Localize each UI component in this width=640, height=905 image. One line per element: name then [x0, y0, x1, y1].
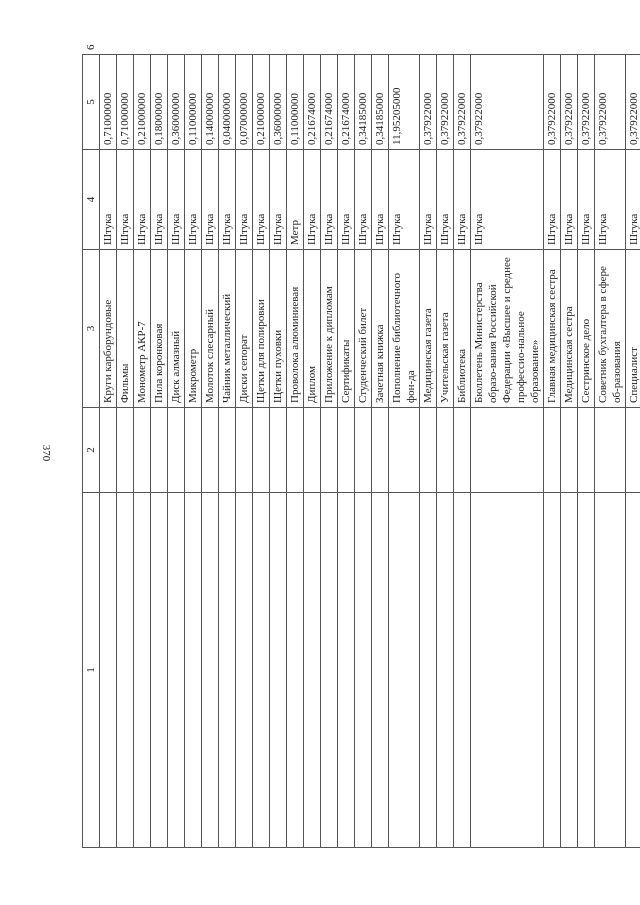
cell-col-1: [151, 493, 168, 848]
column-number: 2: [83, 408, 100, 493]
column-number-row: 1 2 3 4 5 6: [83, 55, 100, 848]
table-row: [420, 55, 437, 848]
item-name: Сертификаты: [338, 250, 355, 408]
item-unit: Штука: [454, 150, 471, 250]
table-row: [134, 55, 151, 848]
cell-col-1: [236, 493, 253, 848]
item-value: 0,21674000: [304, 55, 321, 150]
table-row: [372, 55, 389, 848]
item-value: 0,37922000: [561, 55, 578, 150]
item-value: 0,21674000: [321, 55, 338, 150]
table-row: [626, 55, 640, 848]
item-value: 0,21674000: [338, 55, 355, 150]
item-name: Проволока алюминиевая: [287, 250, 304, 408]
item-name: Советник бухгалтера в сфере об-разования: [595, 250, 626, 408]
item-name: Медицинская газета: [420, 250, 437, 408]
item-value: 0,71000000: [117, 55, 134, 150]
item-unit: Штука: [100, 150, 117, 250]
table-row: [185, 55, 202, 848]
cell-col-2: [471, 408, 544, 493]
item-value: 0,37922000: [626, 55, 640, 150]
cell-col-2: [338, 408, 355, 493]
cell-col-1: [134, 493, 151, 848]
item-name: Пополнение библиотечного фон-да: [389, 250, 420, 408]
item-unit: Штука: [168, 150, 185, 250]
cell-col-2: [595, 408, 626, 493]
cell-col-1: [389, 493, 420, 848]
table-row: [437, 55, 454, 848]
cell-col-2: [117, 408, 134, 493]
cell-col-2: [219, 408, 236, 493]
cell-col-1: [626, 493, 640, 848]
item-name: Диски сепорат: [236, 250, 253, 408]
cell-col-1: [168, 493, 185, 848]
cell-col-2: [626, 408, 640, 493]
cell-col-2: [202, 408, 219, 493]
item-name: Диплом: [304, 250, 321, 408]
rotated-table-container: [82, 44, 640, 848]
item-value: 0,71000000: [100, 55, 117, 150]
item-name: Учительская газета: [437, 250, 454, 408]
item-unit: Штука: [253, 150, 270, 250]
item-unit: Метр: [287, 150, 304, 250]
item-name: Круги карборундовые: [100, 250, 117, 408]
item-unit: Штука: [561, 150, 578, 250]
item-value: 0,21000000: [134, 55, 151, 150]
table-body: [100, 55, 640, 848]
column-number: 5: [83, 55, 100, 150]
item-value: 0,37922000: [420, 55, 437, 150]
item-name: Щетки для полировки: [253, 250, 270, 408]
cell-col-1: [321, 493, 338, 848]
cell-col-2: [287, 408, 304, 493]
cell-col-1: [304, 493, 321, 848]
item-unit: Штука: [202, 150, 219, 250]
cell-col-1: [372, 493, 389, 848]
item-value: 0,14000000: [202, 55, 219, 150]
item-value: 0,34185000: [372, 55, 389, 150]
cell-col-2: [236, 408, 253, 493]
item-value: 0,37922000: [595, 55, 626, 150]
cell-col-2: [578, 408, 595, 493]
item-value: 0,37922000: [544, 55, 561, 150]
table-row: [471, 55, 544, 848]
cell-col-1: [287, 493, 304, 848]
cell-col-2: [355, 408, 372, 493]
cell-col-1: [253, 493, 270, 848]
table-row: [578, 55, 595, 848]
cell-col-2: [544, 408, 561, 493]
cell-col-2: [253, 408, 270, 493]
item-value: 0,18000000: [151, 55, 168, 150]
item-value: 0,11000000: [185, 55, 202, 150]
item-value: 0,36000000: [270, 55, 287, 150]
column-number: 3: [83, 250, 100, 408]
table-row: [151, 55, 168, 848]
cell-col-1: [454, 493, 471, 848]
cell-col-2: [372, 408, 389, 493]
table-row: [561, 55, 578, 848]
table-row: [219, 55, 236, 848]
cell-col-2: [134, 408, 151, 493]
item-value: 0,37922000: [437, 55, 454, 150]
item-unit: Штука: [134, 150, 151, 250]
cell-col-2: [561, 408, 578, 493]
item-unit: Штука: [236, 150, 253, 250]
cell-col-1: [595, 493, 626, 848]
item-name: Приложение к дипломам: [321, 250, 338, 408]
item-value: 0,21000000: [253, 55, 270, 150]
cell-col-1: [471, 493, 544, 848]
cell-col-1: [420, 493, 437, 848]
cell-col-2: [304, 408, 321, 493]
item-unit: Штука: [595, 150, 626, 250]
item-name: Специалист: [626, 250, 640, 408]
table-row: [454, 55, 471, 848]
cell-col-1: [202, 493, 219, 848]
item-unit: Штука: [626, 150, 640, 250]
cell-col-1: [338, 493, 355, 848]
cell-col-1: [544, 493, 561, 848]
item-value: 0,07000000: [236, 55, 253, 150]
cell-col-2: [151, 408, 168, 493]
table-row: [117, 55, 134, 848]
cell-col-1: [437, 493, 454, 848]
item-unit: Штука: [185, 150, 202, 250]
cell-col-2: [270, 408, 287, 493]
table-row: [202, 55, 219, 848]
item-unit: Штука: [471, 150, 544, 250]
item-unit: Штука: [389, 150, 420, 250]
column-number: 4: [83, 150, 100, 250]
cell-col-2: [321, 408, 338, 493]
table-row: [100, 55, 117, 848]
cell-col-1: [578, 493, 595, 848]
cell-col-1: [561, 493, 578, 848]
cell-col-1: [355, 493, 372, 848]
cell-col-2: [100, 408, 117, 493]
table-row: [595, 55, 626, 848]
item-value: 0,34185000: [355, 55, 372, 150]
item-unit: Штука: [304, 150, 321, 250]
item-name: Студенческий билет: [355, 250, 372, 408]
item-unit: Штука: [219, 150, 236, 250]
table-row: [321, 55, 338, 848]
item-unit: Штука: [544, 150, 561, 250]
item-value: 0,37922000: [454, 55, 471, 150]
cell-col-1: [270, 493, 287, 848]
data-table: [82, 44, 640, 848]
cell-col-1: [100, 493, 117, 848]
item-unit: Штука: [338, 150, 355, 250]
item-value: 0,37922000: [578, 55, 595, 150]
item-unit: Штука: [321, 150, 338, 250]
item-name: Монометр АКР-7: [134, 250, 151, 408]
cell-col-2: [389, 408, 420, 493]
table-row: [253, 55, 270, 848]
table-row: [355, 55, 372, 848]
cell-col-2: [420, 408, 437, 493]
item-name: Пила коронковая: [151, 250, 168, 408]
table-row: [389, 55, 420, 848]
item-name: Фильмы: [117, 250, 134, 408]
table-row: [168, 55, 185, 848]
item-unit: Штука: [355, 150, 372, 250]
cell-col-2: [437, 408, 454, 493]
cell-col-1: [185, 493, 202, 848]
item-unit: Штука: [270, 150, 287, 250]
item-name: Молоток слесарный: [202, 250, 219, 408]
item-unit: Штука: [437, 150, 454, 250]
cell-col-2: [185, 408, 202, 493]
cell-col-1: [117, 493, 134, 848]
item-name: Диск алмазный: [168, 250, 185, 408]
item-name: Щетки пуховки: [270, 250, 287, 408]
item-name: Бюллетень Министерства образо-вания Российской Федерации «Высшее и среднее профессио-нальное образование»: [471, 250, 544, 408]
item-value: 0,36000000: [168, 55, 185, 150]
item-name: Зачетная книжка: [372, 250, 389, 408]
item-value: 0,37922000: [471, 55, 544, 150]
table-row: [544, 55, 561, 848]
item-name: Микрометр: [185, 250, 202, 408]
item-unit: Штука: [420, 150, 437, 250]
table-row: [304, 55, 321, 848]
item-value: 0,11000000: [287, 55, 304, 150]
item-name: Библиотека: [454, 250, 471, 408]
table-row: [236, 55, 253, 848]
item-unit: Штука: [578, 150, 595, 250]
table-row: [270, 55, 287, 848]
item-name: Чайник металлический: [219, 250, 236, 408]
table-row: [338, 55, 355, 848]
table-row: [287, 55, 304, 848]
item-name: Главная медицинская сестра: [544, 250, 561, 408]
cell-col-2: [168, 408, 185, 493]
item-value: 11,95205000: [389, 55, 420, 150]
item-unit: Штука: [151, 150, 168, 250]
item-value: 0,04000000: [219, 55, 236, 150]
item-unit: Штука: [117, 150, 134, 250]
page-number: 370: [40, 444, 52, 462]
item-unit: Штука: [372, 150, 389, 250]
item-name: Сестринское дело: [578, 250, 595, 408]
cell-col-1: [219, 493, 236, 848]
item-name: Медицинская сестра: [561, 250, 578, 408]
column-number: 1: [83, 493, 100, 848]
cell-col-2: [454, 408, 471, 493]
